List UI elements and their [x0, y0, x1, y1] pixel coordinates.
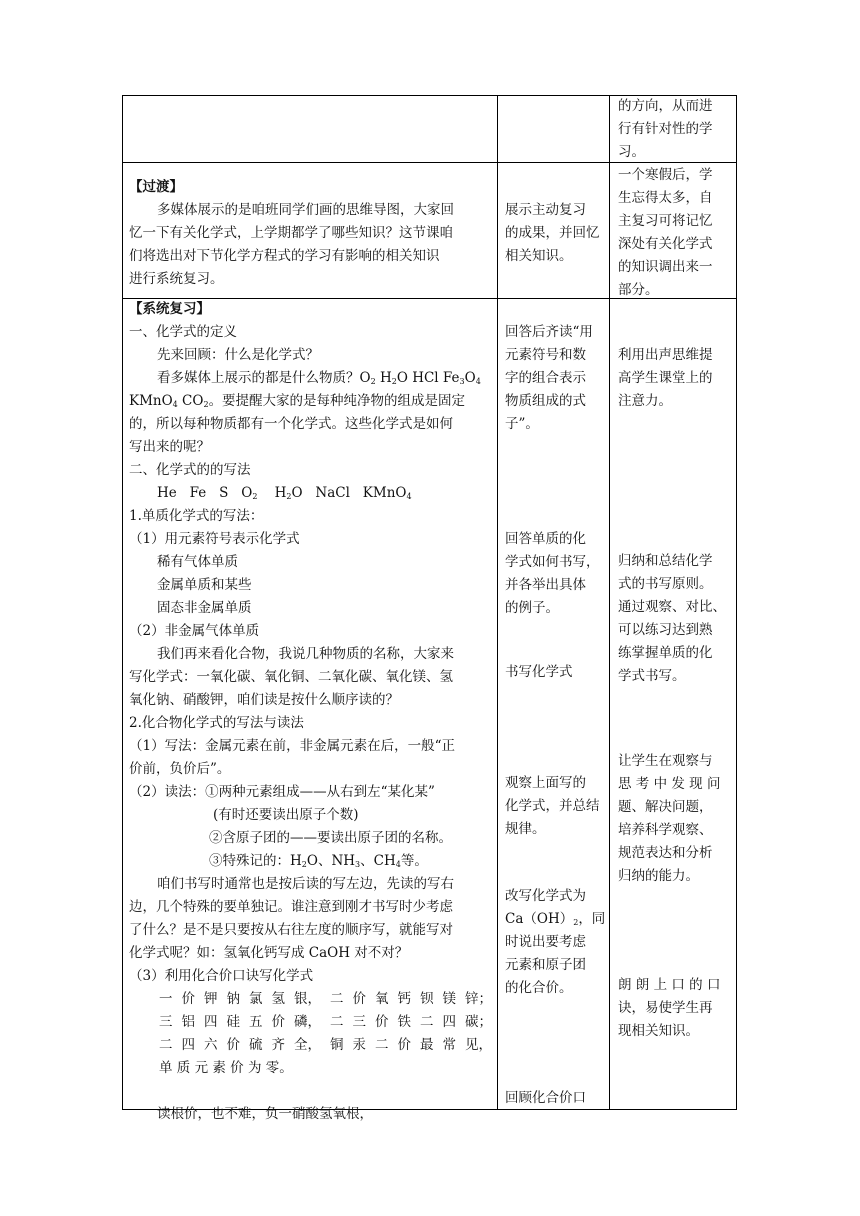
text-line: 字的组合表示 [505, 370, 586, 386]
text-line: 了什么？是不是只要按从右往左度的顺序写，就能写对 [129, 922, 453, 938]
text-line: (有时还要读出原子个数) [213, 807, 359, 823]
text-line: （2）读法：①两种元素组成——从右到左“某化某” [129, 784, 435, 800]
rhyme-char: 见， [465, 1037, 492, 1053]
text-line: 的方向，从而进 [618, 98, 713, 114]
text-line: 单 质 元 素 价 为 零。 [159, 1060, 293, 1076]
text-line: 练掌握单质的化 [618, 645, 713, 661]
rhyme-char: 钡 [420, 991, 434, 1007]
row2-teacher-cell [129, 176, 491, 291]
text-line: 部分。 [618, 282, 659, 298]
rhyme-line [129, 1034, 492, 1057]
rhyme-char: 锌； [465, 991, 492, 1007]
text-line: 归纳的能力。 [618, 868, 699, 884]
text-line: 元素符号和数 [505, 347, 586, 363]
rhyme-char: 银， [294, 991, 321, 1007]
rhyme-char: 二 [420, 1014, 434, 1030]
row3-teacher-cell [129, 298, 493, 1126]
rhyme-char: 价 [271, 1014, 285, 1030]
rhyme-char: 钠 [226, 991, 240, 1007]
text-line: 多媒体展示的是咱班同学们画的思维导图，大家回 [157, 202, 454, 218]
rhyme-char: 六 [204, 1037, 218, 1053]
text-line: 思 考 中 发 现 问 [618, 776, 721, 792]
rhyme-char: 钙 [397, 991, 411, 1007]
rhyme-char: 五 [249, 1014, 263, 1030]
row3-student-col-f [505, 1087, 605, 1110]
row3-student-col-e [505, 885, 605, 1000]
row3-student-col-c [505, 661, 605, 684]
text-line: 注意力。 [618, 393, 672, 409]
rhyme-line [129, 1011, 492, 1034]
text-line: 相关知识。 [505, 248, 573, 264]
text-line: （1）写法：金属元素在前，非金属元素在后，一般“正 [129, 738, 455, 754]
rhyme-char: 价 [397, 1037, 411, 1053]
text-line: 让学生在观察与 [618, 753, 713, 769]
text-line: 现相关知识。 [618, 1023, 699, 1039]
section-heading: 【过渡】 [129, 179, 183, 195]
rhyme-char: 碳； [465, 1014, 492, 1030]
text-line: （3）利用化合价口诀写化学式 [129, 968, 314, 984]
row3-purpose-col-a [618, 344, 733, 413]
column-divider-1 [497, 95, 498, 1109]
rhyme-char: 三 [352, 1014, 366, 1030]
rhyme-char: 磷， [294, 1014, 321, 1030]
rhyme-char: 铁 [397, 1014, 411, 1030]
rhyme-char: 钾 [204, 991, 218, 1007]
text-line: 物质组成的式 [505, 393, 586, 409]
text-line: 归纳和总结化学 [618, 553, 713, 569]
column-divider-2 [609, 95, 610, 1109]
rhyme-char: 价 [181, 991, 195, 1007]
text-line: 观察上面写的 [505, 775, 586, 791]
text-line: 回顾化合价口 [505, 1090, 586, 1106]
text-line: 书写化学式 [505, 664, 573, 680]
text-line: 先来回顾：什么是化学式？ [157, 347, 319, 363]
text-line: 诀，易使学生再 [618, 1000, 713, 1016]
rhyme-char: 四 [204, 1014, 218, 1030]
rhyme-char: 三 [159, 1014, 173, 1030]
rhyme-char: 二 [330, 1014, 344, 1030]
section-heading: 【系统复习】 [129, 301, 210, 317]
rhyme-char: 全， [294, 1037, 321, 1053]
text-line: 写化学式：一氧化碳、氧化铜、二氧化碳、氧化镁、氢 [129, 669, 453, 685]
rhyme-line [129, 988, 492, 1011]
text-line: 朗 朗 上 口 的 口 [618, 977, 721, 993]
text-line: 1.单质化学式的写法： [129, 508, 264, 524]
text-line: 子”。 [505, 416, 539, 432]
row3-purpose-col-b [618, 550, 733, 688]
text-line: 一、化学式的定义 [129, 324, 237, 340]
row2-purpose-cell [618, 164, 733, 302]
formula-line: 看多媒体上展示的都是什么物质？$O_2$ $H_2O$ HCl $Fe_3O_4$ [157, 370, 481, 386]
text-line: 氧化钠、硝酸钾，咱们读是按什么顺序读的？ [129, 692, 399, 708]
text-line: 学式书写。 [618, 668, 686, 684]
text-line: 展示主动复习 [505, 202, 586, 218]
rhyme-char: 镁 [442, 991, 456, 1007]
rhyme-char: 常 [442, 1037, 456, 1053]
text-line: 一个寒假后，学 [618, 167, 713, 183]
text-line: 们将选出对下节化学方程式的学习有影响的相关知识 [129, 248, 440, 264]
row3-purpose-col-c [618, 750, 733, 888]
text-line: 通过观察、对比、 [618, 599, 726, 615]
rhyme-char: 氢 [271, 991, 285, 1007]
rhyme-char: 二 [375, 1037, 389, 1053]
rhyme-char: 价 [352, 991, 366, 1007]
text-line: 化学式，并总结 [505, 798, 600, 814]
text-line: 忆一下有关化学式，上学期都学了哪些知识？这节课咱 [129, 225, 453, 241]
text-line: 习。 [618, 144, 645, 160]
rhyme-char: 硅 [226, 1014, 240, 1030]
text-line: 培养科学观察、 [618, 822, 713, 838]
text-line: 的化合价。 [505, 980, 573, 996]
text-line: 边，几个特殊的要单独记。谁注意到刚才书写时少考虑 [129, 899, 453, 915]
text-line: 稀有气体单质 [157, 554, 238, 570]
text-line: 改写化学式为 [505, 888, 586, 904]
text-line: 深处有关化学式 [618, 236, 713, 252]
text-line: 题、解决问题， [618, 799, 713, 815]
text-line: ②含原子团的——要读出原子团的名称。 [209, 830, 452, 846]
text-line: 的例子。 [505, 600, 559, 616]
text-line: 二、化学式的的写法 [129, 462, 251, 478]
table-right-border [736, 95, 737, 1109]
text-line: 规律。 [505, 821, 546, 837]
text-line: 回答后齐读“用 [505, 324, 593, 340]
text-line: 进行系统复习。 [129, 271, 224, 287]
text-line: 我们再来看化合物，我说几种物质的名称，大家来 [157, 646, 454, 662]
text-line: 的，所以每种物质都有一个化学式。这些化学式是如何 [129, 416, 453, 432]
text-line: 2.化合物化学式的写法与读法 [129, 715, 304, 731]
text-line: 利用出声思维提 [618, 347, 713, 363]
formula-line: ③特殊记的：$H_2O$、$NH_3$、$CH_4$等。 [209, 853, 428, 869]
text-line: 的知识调出来一 [618, 259, 713, 275]
rhyme-char: 二 [159, 1037, 173, 1053]
text-line: 时说出要考虑 [505, 934, 586, 950]
text-line: 咱们书写时通常也是按后读的写左边，先读的写右 [157, 876, 454, 892]
text-line: 固态非金属单质 [157, 600, 252, 616]
row3-student-col-a [505, 321, 605, 436]
text-line: 读根价，也不难，负一硝酸氢氧根， [157, 1106, 373, 1122]
rhyme-char: 铜 [330, 1037, 344, 1053]
text-line: 规范表达和分析 [618, 845, 713, 861]
text-line: 并各举出具体 [505, 577, 586, 593]
formula-line: He Fe S $O_2$ $H_2O$ NaCl KMnO$_4$ [157, 485, 412, 501]
rhyme-char: 汞 [352, 1037, 366, 1053]
text-line: 金属单质和某些 [157, 577, 252, 593]
text-line: 价前，负价后”。 [129, 761, 231, 777]
rhyme-char: 二 [330, 991, 344, 1007]
formula-line: KMnO$_4$ $CO_2$。要提醒大家的是每种纯净物的组成是固定 [129, 393, 466, 409]
text-line: 学式如何书写， [505, 554, 600, 570]
row2-student-cell [505, 199, 605, 268]
text-line: 生忘得太多，自 [618, 190, 713, 206]
text-line: 可以练习达到熟 [618, 622, 713, 638]
formula-line: $Ca(OH)_2$，同 [505, 911, 606, 927]
row3-purpose-col-d [618, 974, 733, 1043]
rhyme-char: 氯 [249, 991, 263, 1007]
rhyme-char: 铝 [181, 1014, 195, 1030]
rhyme-char: 四 [442, 1014, 456, 1030]
row3-student-col-b [505, 528, 605, 620]
text-line: 写出来的呢？ [129, 439, 210, 455]
blank-line [129, 1080, 493, 1103]
rhyme-char: 硫 [249, 1037, 263, 1053]
text-line: 回答单质的化 [505, 531, 586, 547]
rhyme-char: 四 [181, 1037, 195, 1053]
text-line: 式的书写原则。 [618, 576, 713, 592]
text-line: 的成果，并回忆 [505, 225, 600, 241]
text-line: （2）非金属气体单质 [129, 623, 260, 639]
row3-student-col-d [505, 772, 605, 841]
text-line: 行有针对性的学 [618, 121, 713, 137]
table-left-border [122, 95, 123, 1109]
text-line: 主复习可将记忆 [618, 213, 713, 229]
rhyme-char: 齐 [271, 1037, 285, 1053]
text-line: （1）用元素符号表示化学式 [129, 531, 300, 547]
rhyme-char: 最 [420, 1037, 434, 1053]
text-line: 化学式呢？如：氢氧化钙写成 CaOH 对不对？ [129, 945, 409, 961]
rhyme-char: 氧 [375, 991, 389, 1007]
row1-purpose-cell [618, 95, 733, 164]
rhyme-char: 一 [159, 991, 173, 1007]
rhyme-char: 价 [226, 1037, 240, 1053]
text-line: 元素和原子团 [505, 957, 586, 973]
rhyme-char: 价 [375, 1014, 389, 1030]
text-line: 高学生课堂上的 [618, 370, 713, 386]
